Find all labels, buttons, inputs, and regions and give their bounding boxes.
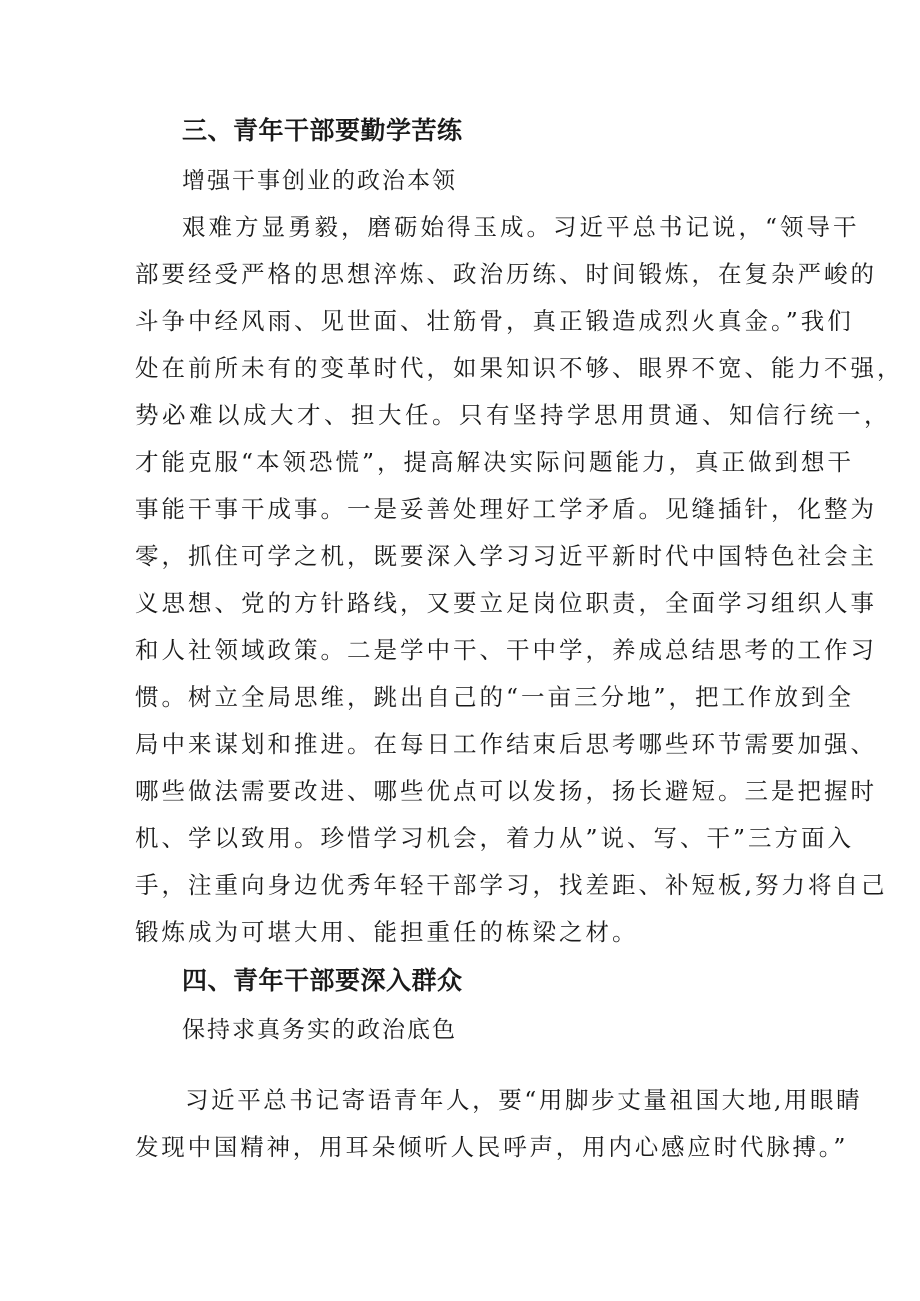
paragraph-line: 惯。树立全局思维，跳出自己的“一亩三分地”，把工作放到全	[135, 683, 855, 711]
paragraph-line: 哪些做法需要改进、哪些优点可以发扬，扬长避短。三是把握时	[135, 777, 877, 805]
paragraph-line: 艰难方显勇毅，磨砺始得玉成。习近平总书记说，“领导干	[182, 213, 860, 241]
paragraph-line: 发现中国精神，用耳朵倾听人民呼声，用内心感应时代脉搏。”	[135, 1133, 849, 1161]
paragraph-line: 锻炼成为可堪大用、能担重任的栋梁之材。	[135, 918, 639, 946]
paragraph-line: 部要经受严格的思想淬炼、政治历练、时间锻炼，在复杂严峻的	[135, 260, 877, 288]
paragraph-line: 局中来谋划和推进。在每日工作结束后思考哪些环节需要加强、	[135, 730, 877, 758]
section-3-heading: 三、青年干部要勤学苦练	[182, 116, 463, 145]
section-3-subheading: 增强干事创业的政治本领	[182, 168, 457, 194]
paragraph-line: 习近平总书记寄语青年人，要“用脚步丈量祖国大地,用眼睛	[185, 1086, 863, 1114]
section-4-heading: 四、青年干部要深入群众	[182, 966, 463, 995]
paragraph-line: 和人社领域政策。二是学中干、干中学，养成总结思考的工作习	[135, 636, 877, 664]
paragraph-line: 零，抓住可学之机，既要深入学习习近平新时代中国特色社会主	[135, 542, 877, 570]
paragraph-line: 事能干事干成事。一是妥善处理好工学矛盾。见缝插针，化整为	[135, 495, 877, 523]
section-4-subheading: 保持求真务实的政治底色	[182, 1017, 457, 1043]
paragraph-line: 机、学以致用。珍惜学习机会，着力从”说、写、干”三方面入	[135, 824, 855, 852]
paragraph-line: 势必难以成大才、担大任。只有坚持学思用贯通、知信行统一，	[135, 401, 891, 429]
paragraph-line: 才能克服“本领恐慌”，提高解决实际问题能力，真正做到想干	[135, 448, 855, 476]
paragraph-line: 斗争中经风雨、见世面、壮筋骨，真正锻造成烈火真金。”我们	[135, 307, 854, 335]
paragraph-line: 义思想、党的方针路线，又要立足岗位职责，全面学习组织人事	[135, 589, 877, 617]
paragraph-line: 手，注重向身边优秀年轻干部学习，找差距、补短板,努力将自己	[135, 871, 888, 899]
paragraph-line: 处在前所未有的变革时代，如果知识不够、眼界不宽、能力不强，	[135, 354, 904, 382]
